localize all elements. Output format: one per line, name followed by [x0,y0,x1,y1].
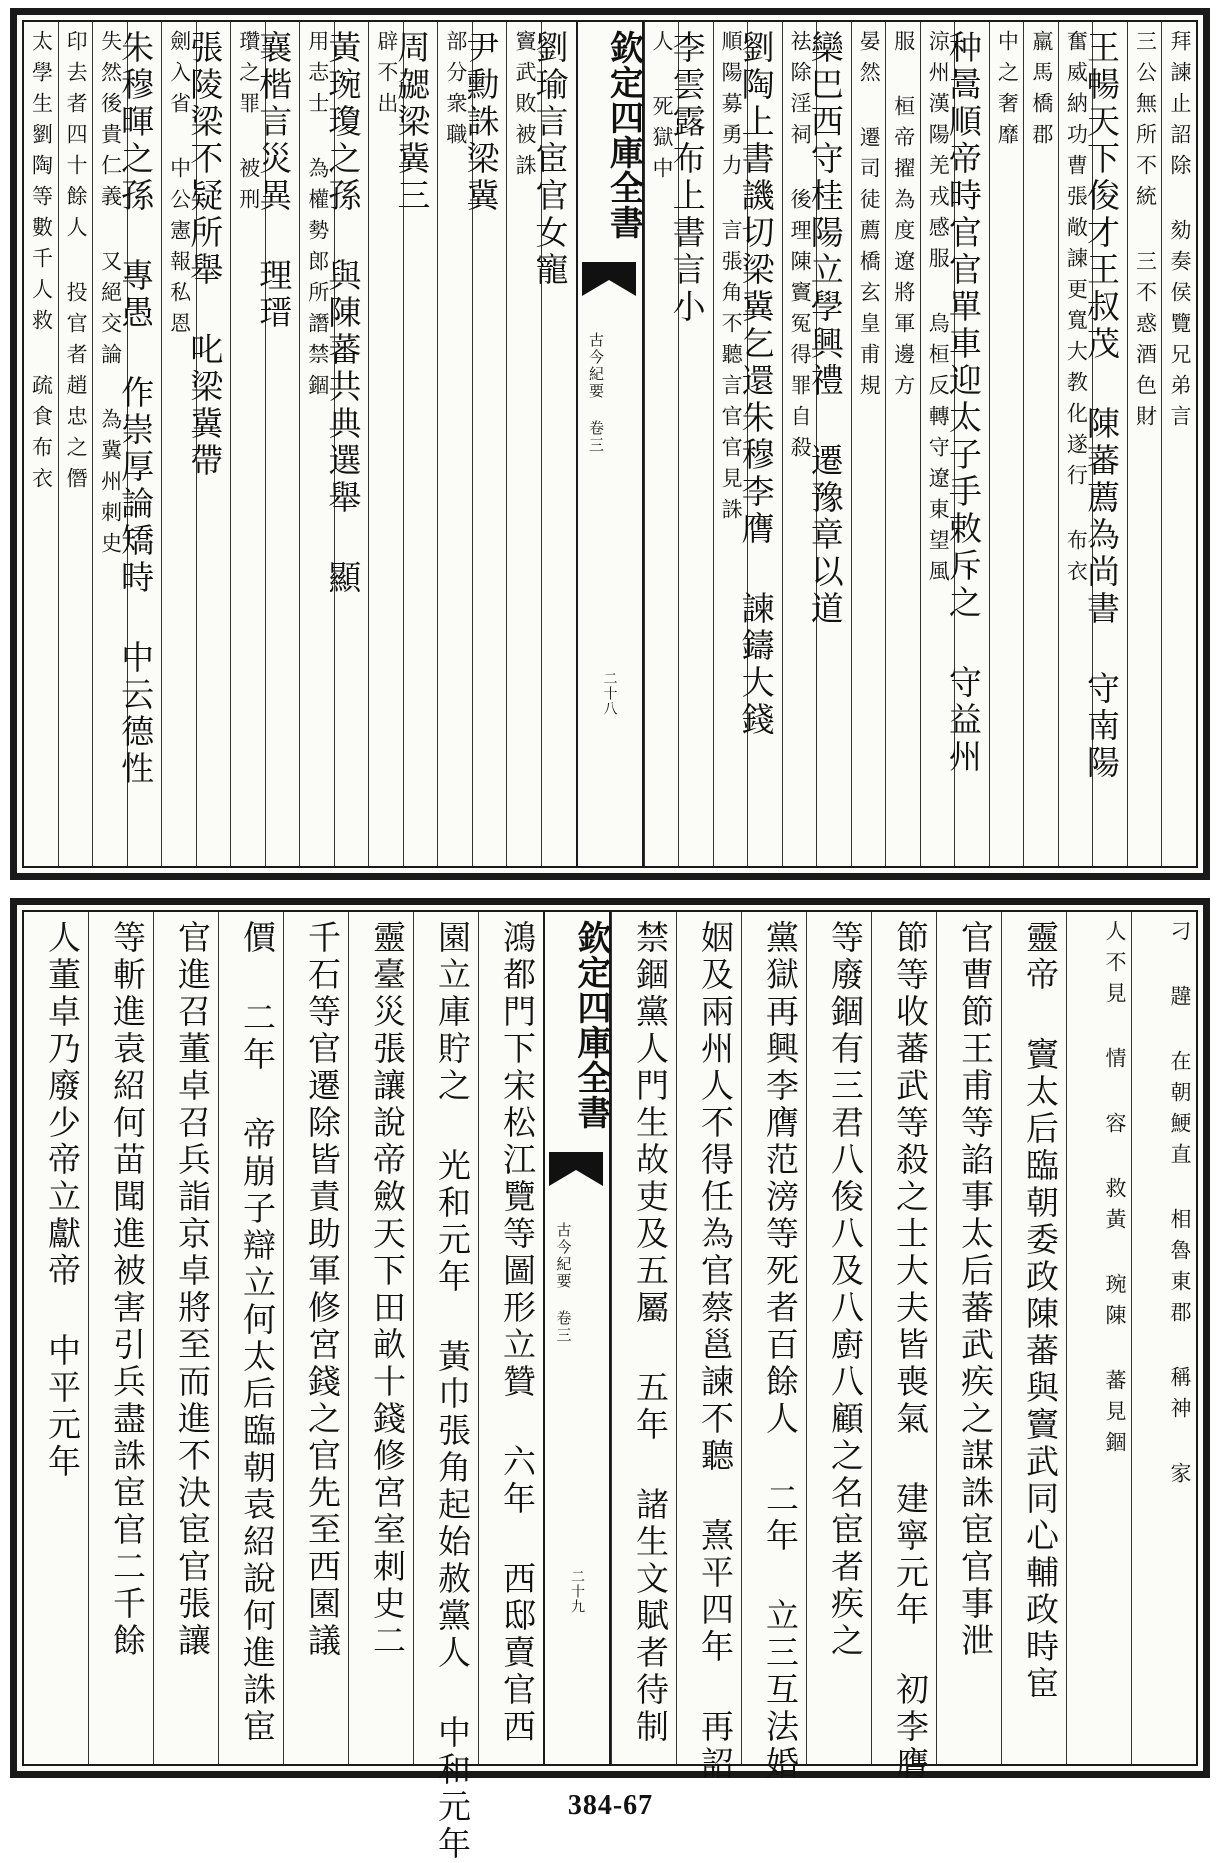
text-column: 祛除淫祠 後理陳竇冤得罪自殺 [782,22,817,866]
center-banner [576,22,644,866]
text-column: 人董卓乃廢少帝立獻帝 中平元年 [43,920,82,1481]
text-column: 拜諫止詔除 劾奏侯覽兄弟言 [1161,22,1196,866]
text-column: 失然後貴仁義 又絕交論 為冀州刺史 [92,22,127,866]
text-column: 千石等官遷除皆責助軍修宮錢之官先至西園議 [283,912,348,1764]
text-column: 官進召董卓召兵詣京卓將至而進不決宦官張讓 [153,912,218,1764]
text-column: 等斬進袁紹何苗聞進被害引兵盡誅宦官二千餘 [88,912,153,1764]
top-text-columns [24,22,1196,866]
text-column: 黃琬瓊之孫 與陳蕃共典選舉 顯 [334,22,369,866]
text-column: 周勰梁冀三 [403,22,438,866]
banner-book-title: 古今紀要 卷三 [587,332,605,454]
text-column: 襄楷言災異 理瑨 [265,22,300,866]
banner-page-number: 二十九 [569,1569,585,1614]
text-column: 等廢錮有三君八俊八及八廚八顧之名宦者疾之 [806,912,871,1764]
banner-title: 欽定四庫全書 [571,920,611,1130]
text-column: 服 桓帝擢為度遼將軍邊方 [885,22,920,866]
text-column: 劉瑜言宦官女寵 [541,22,576,866]
text-column: 劉陶上書譏切梁冀乞還朱穆李膺 諫鑄大錢 [747,22,782,866]
text-column: 姻及兩州人不得任為官蔡邕諫不聽 熹平四年 再詔 [676,912,741,1764]
text-column: 人不見 情 容 救黃 琬陳 蕃見錮 [1066,912,1131,1764]
text-column: 黨獄再興李膺范滂等死者百餘人 二年 立三互法婚 [741,912,806,1764]
text-column: 李雲露布上書言小 [678,22,713,866]
text-column: 人 死獄中 [644,22,679,866]
text-column: 瓚之罪 被刑 [230,22,265,866]
text-column: 刁 韙 在朝鯁直 相魯東郡 稱神 家 [1131,912,1196,1764]
text-column: 晏然 遷司徒薦橋玄皇甫規 [851,22,886,866]
text-column: 种暠順帝時官官單車迎太子手敕斥之 守益州 [954,22,989,866]
text-column: 靈帝 竇太后臨朝委政陳蕃與竇武同心輔政時宦 [1001,912,1066,1764]
fishtail-mark-icon [549,1152,603,1186]
text-column: 禁錮黨人門生故吏及五屬 五年 諸生文賦者待制 [611,912,676,1764]
text-column: 鴻都門下宋松江覽等圖形立贊 六年 西邸賣官西 [478,912,543,1764]
text-column: 用志士 為權勢郎所譖禁錮 [299,22,334,866]
text-column: 尹勳誅梁冀 [472,22,507,866]
text-column: 部分衆職 [437,22,472,866]
text-column: 王暢天下俊才王叔茂 陳蕃薦為尚書 守南陽 [1092,22,1127,866]
text-column: 辟不出 [368,22,403,866]
text-column: 節等收蕃武等殺之士大夫皆喪氣 建寧元年 初李膺 [871,912,936,1764]
text-column: 奮威納功曹張敞諫更寬大教化遂行 布衣 [1058,22,1093,866]
fishtail-mark-icon [582,262,636,296]
text-column: 官曹節王甫等諂事太后蕃武疾之謀誅宦官事泄 [936,912,1001,1764]
page-number-footer: 384-67 [567,1790,654,1821]
text-column: 張陵梁不疑所舉 叱梁冀帶 [196,22,231,866]
text-column: 太學生劉陶等數千人救 疏食布衣 [29,30,54,498]
banner-title: 欽定四庫全書 [603,30,644,240]
banner-book-title: 古今紀要 卷三 [554,1222,573,1344]
text-column: 涼州漢陽羌戎感服 烏桓反轉守遼東望風 [920,22,955,866]
banner-page-number: 二十八 [601,671,618,716]
text-column: 中之奢靡 [989,22,1024,866]
center-banner [543,912,611,1764]
text-column: 朱穆暉之孫 專愚 作崇厚論矯時 中云德性 [127,22,162,866]
text-column: 園立庫貯之 光和元年 黃巾張角起始赦黨人 中和元年 [413,912,478,1764]
text-column: 價 二年 帝崩子辯立何太后臨朝袁紹說何進誅宦 [218,912,283,1764]
top-page-frame [22,20,1198,868]
text-column: 羸馬橋郡 [1023,22,1058,866]
text-column: 欒巴西守桂陽立學興禮 遷豫章以道 [816,22,851,866]
text-column: 印去者四十餘人 投官者趙忠之僭 [58,22,93,866]
text-column: 順陽募勇力 言張角不聽言官官見誅 [713,22,748,866]
text-column: 竇武敗被誅 [506,22,541,866]
text-column: 靈臺災張讓說帝斂天下田畝十錢修宮室刺史二 [348,912,413,1764]
top-page-panel [10,8,1210,880]
text-column: 三公無所不統 三不惑酒色財 [1127,22,1162,866]
text-column: 劍入省 中公憲報私恩 [161,22,196,866]
